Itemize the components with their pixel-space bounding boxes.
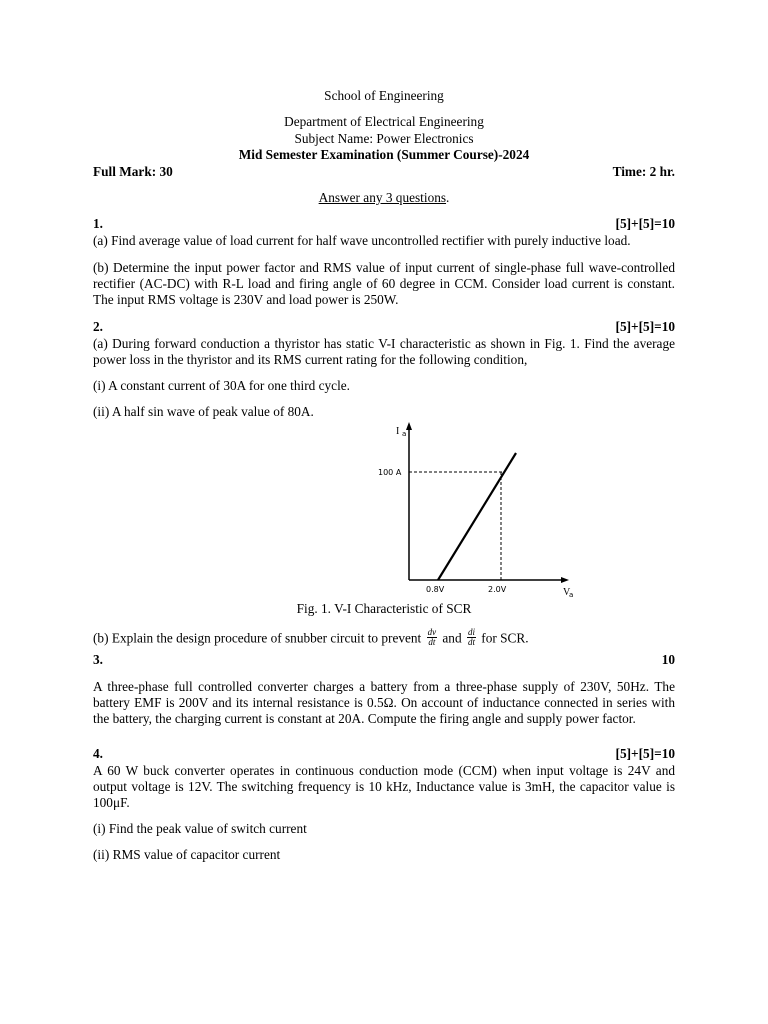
exam-title: Mid Semester Examination (Summer Course)-2024 <box>238 147 530 162</box>
subject-name: Subject Name: Power Electronics <box>294 131 474 146</box>
q3-header <box>93 652 675 668</box>
q2-part-b-and: and <box>442 630 462 646</box>
q4-marks: [5]+[5]=10 <box>615 746 675 761</box>
x-tick-label-1: 0.8V <box>426 585 445 594</box>
dv-dt-fraction <box>427 628 438 647</box>
instruction <box>93 190 675 206</box>
q4-number: 4. <box>93 746 103 761</box>
y-axis-label: I <box>396 426 400 437</box>
school-name: School of Engineering <box>324 88 444 103</box>
q4-part-i: (i) Find the peak value of switch current <box>93 821 307 836</box>
instruction-period: . <box>446 190 450 205</box>
q2-condition-ii: (ii) A half sin wave of peak value of 80A. <box>93 404 314 419</box>
q2-part-b-end: for SCR. <box>481 630 529 646</box>
q4-part-ii: (ii) RMS value of capacitor current <box>93 847 281 862</box>
di-numerator: di <box>467 627 475 637</box>
q1-header <box>93 216 675 232</box>
q4-text: A 60 W buck converter operates in continuous conduction mode (CCM) when input voltage is 24V and output voltage is 12V. The switching frequency is 10 kHz, Inductance value is 3mH, the capacitor value is 100μF. <box>93 763 675 810</box>
q2-part-b <box>93 627 675 649</box>
vi-characteristic-figure <box>283 420 583 600</box>
x-axis-label: V <box>563 587 571 598</box>
q1-marks: [5]+[5]=10 <box>615 216 675 231</box>
dv-numerator: dv <box>427 627 437 637</box>
instruction-text: Answer any 3 questions <box>318 190 447 205</box>
y-axis-sub: a <box>402 430 407 438</box>
q2-part-b-text: (b) Explain the design procedure of snubber circuit to prevent <box>93 630 422 646</box>
q2-part-a: (a) During forward conduction a thyristor has static V-I characteristic as shown in Fig. 1. Find the average power loss in the thyristor and its RMS current rating for the following condition, <box>93 336 675 367</box>
q3-text: A three-phase full controlled converter charges a battery from a three-phase supply of 230V, 50Hz. The battery EMF is 200V and its internal resistance is 0.5Ω. On account of inductance connected in series with the battery, the charging current is constant at 20A. Compute the firing angle and supply power factor. <box>93 679 675 726</box>
time-limit: Time: 2 hr. <box>612 164 675 179</box>
x-axis-arrow <box>561 577 569 583</box>
x-tick-label-2: 2.0V <box>488 585 507 594</box>
figure-caption: Fig. 1. V-I Characteristic of SCR <box>296 601 472 616</box>
dv-denominator: dt <box>428 637 436 647</box>
q2-header <box>93 319 675 335</box>
x-axis-sub: a <box>569 591 574 599</box>
di-dt-fraction <box>467 628 476 647</box>
q3-marks: 10 <box>661 652 675 667</box>
marks-time-row <box>93 164 675 180</box>
q2-marks: [5]+[5]=10 <box>615 319 675 334</box>
q2-condition-i: (i) A constant current of 30A for one third cycle. <box>93 378 350 393</box>
q2-number: 2. <box>93 319 103 334</box>
department-name: Department of Electrical Engineering <box>284 114 484 129</box>
di-denominator: dt <box>467 637 475 647</box>
q4-header <box>93 746 675 762</box>
y-axis-arrow <box>406 422 412 430</box>
q3-number: 3. <box>93 652 103 667</box>
q1-part-b: (b) Determine the input power factor and RMS value of input current of single-phase full wave-controlled rectifier (AC-DC) with R-L load and firing angle of 60 degree in CCM. Consider load current is constant. The input RMS voltage is 230V and load power is 250W. <box>93 260 675 307</box>
q1-part-a: (a) Find average value of load current for half wave uncontrolled rectifier with purely inductive load. <box>93 233 631 248</box>
full-mark: Full Mark: 30 <box>93 164 173 179</box>
q1-number: 1. <box>93 216 103 231</box>
y-tick-label: 100 A <box>378 468 402 477</box>
